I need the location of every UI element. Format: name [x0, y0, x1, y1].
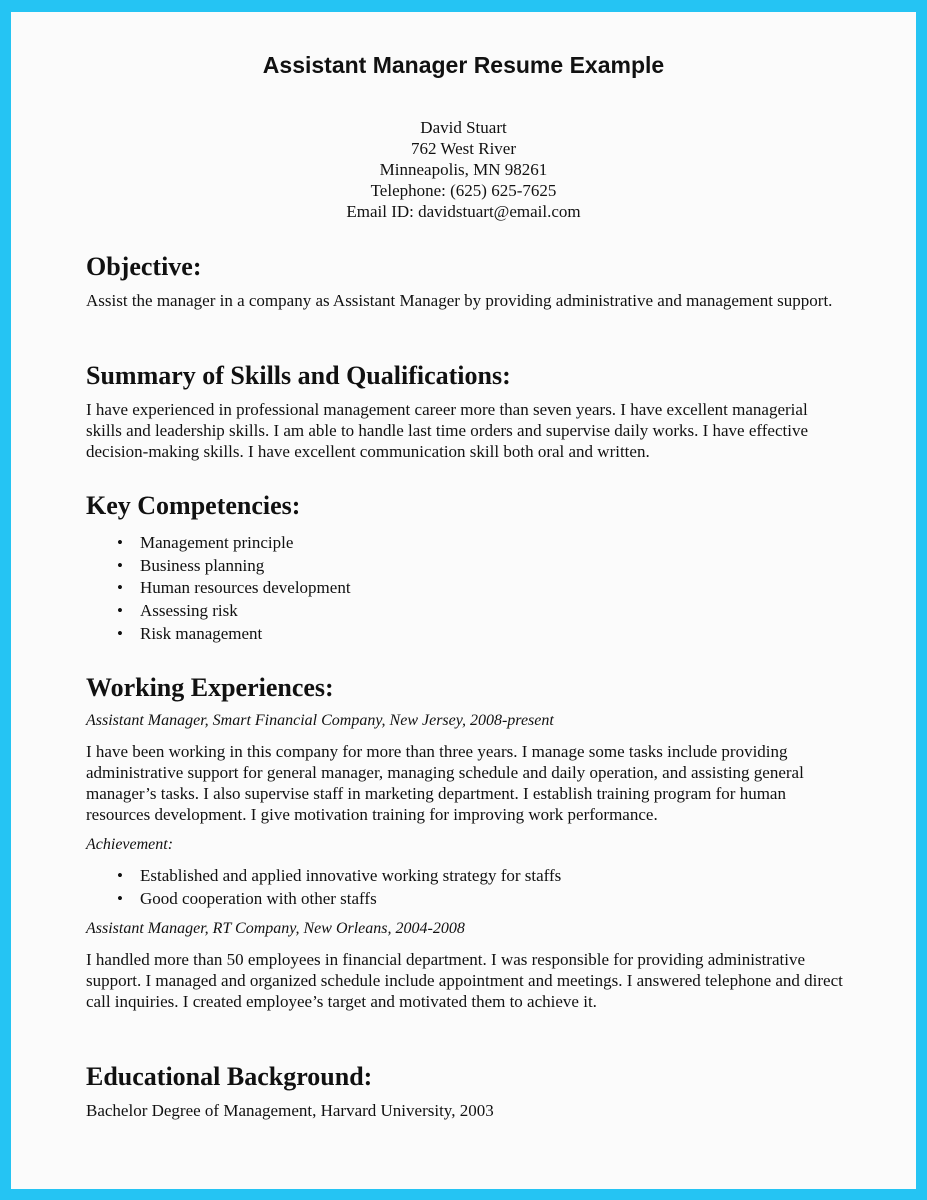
contact-street: 762 West River [410, 139, 517, 158]
list-item: • Risk management [117, 623, 351, 646]
education-heading: Educational Background: [86, 1062, 373, 1091]
list-item: • Established and applied innovative working strategy for staffs [117, 865, 561, 888]
competencies-list [117, 532, 351, 646]
competencies-heading: Key Competencies: [86, 491, 301, 520]
list-item: • Business planning [117, 555, 351, 578]
summary-heading: Summary of Skills and Qualifications: [86, 361, 511, 390]
job-title: Assistant Manager, RT Company, New Orleans, 2004-2008 [86, 920, 465, 937]
contact-email: Email ID: davidstuart@email.com [346, 202, 581, 221]
achievement-label: Achievement: [86, 836, 174, 853]
experience-heading: Working Experiences: [86, 673, 334, 702]
list-item: • Management principle [117, 532, 351, 555]
contact-phone: Telephone: (625) 625-7625 [370, 181, 557, 200]
objective-text: Assist the manager in a company as Assistant Manager by providing administrative and management support. [86, 291, 833, 310]
document-title: Assistant Manager Resume Example [262, 52, 665, 78]
achievements-list [117, 865, 561, 910]
education-text: Bachelor Degree of Management, Harvard University, 2003 [86, 1101, 494, 1120]
objective-heading: Objective: [86, 252, 202, 281]
contact-name: David Stuart [420, 118, 507, 137]
contact-city: Minneapolis, MN 98261 [379, 160, 548, 179]
list-item: • Human resources development [117, 577, 351, 600]
list-item: • Assessing risk [117, 600, 351, 623]
job-description: I have been working in this company for more than three years. I manage some tasks include providing administrative support for general manager, managing schedule and daily operation, and assisting general manager’s tasks. I also supervise staff in marketing department. I establish training program for human resources development. I give motivation training for improving work performance. [86, 742, 804, 824]
job-title: Assistant Manager, Smart Financial Company, New Jersey, 2008-present [86, 712, 554, 729]
list-item: • Good cooperation with other staffs [117, 888, 561, 911]
summary-text: I have experienced in professional management career more than seven years. I have excellent managerial skills and leadership skills. I am able to handle last time orders and supervise daily works. I have effective decision-making skills. I have excellent communication skill both oral and written. [86, 400, 808, 461]
contact-block [0, 117, 927, 222]
job-description: I handled more than 50 employees in financial department. I was responsible for providing administrative support. I managed and organized schedule include appointment and meetings. I answered telephone and direct call inquiries. I created employee’s target and motivated them to achieve it. [86, 950, 843, 1011]
